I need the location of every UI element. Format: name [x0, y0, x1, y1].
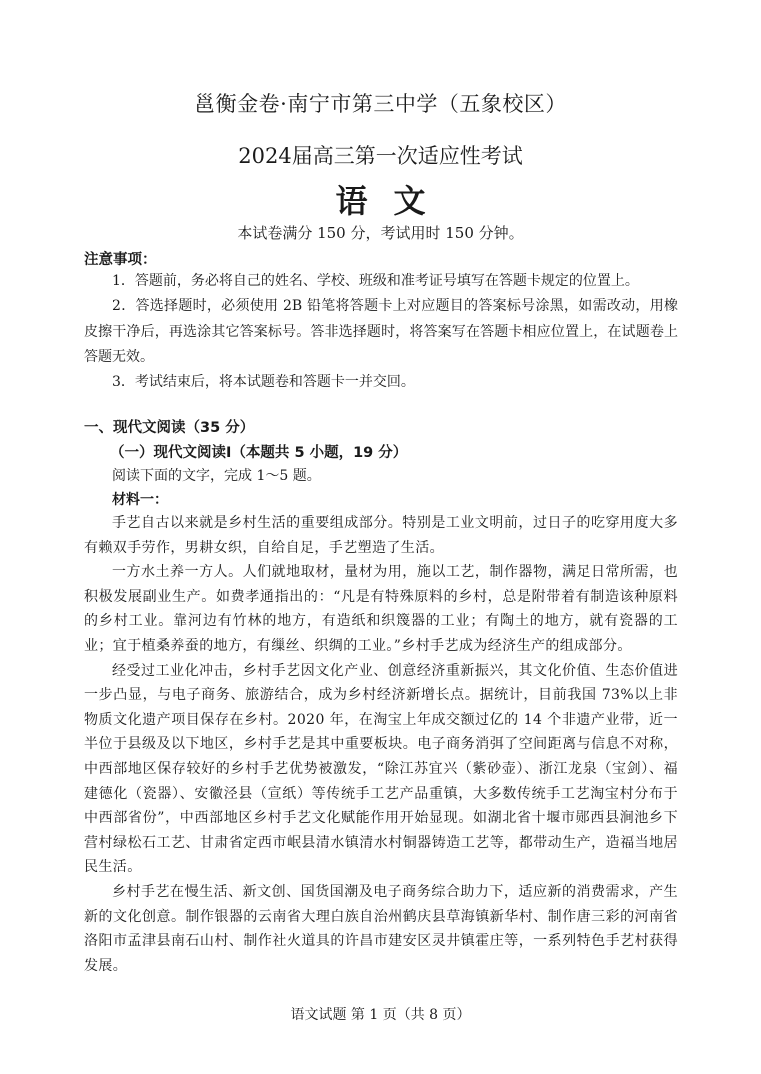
passage-paragraph: 一方水土养一方人。人们就地取材，量材为用，施以工艺，制作器物，满足日常所需，也积极发展副业生产。如费孝通指出的：“凡是有特殊原料的乡村，总是附带着有制造该种原料的乡村工业。靠河边有竹林的地方，有造纸和织篾器的工业；有陶土的地方，就有瓷器的工业；宜于植桑养蚕的地方，有缫丝、织绸的工业。”乡村手艺成为经济生产的组成部分。	[84, 564, 678, 654]
exam-title-line1: 邕衡金卷·南宁市第三中学（五象校区）	[194, 92, 567, 116]
material-label: 材料一：	[112, 492, 168, 508]
reading-passage	[84, 511, 678, 978]
note-item: 1．答题前，务必将自己的姓名、学校、班级和准考证号填写在答题卡规定的位置上。	[112, 273, 639, 289]
passage-paragraph: 经受过工业化冲击，乡村手艺因文化产业、创意经济重新振兴，其文化价值、生态价值进一步凸显，与电子商务、旅游结合，成为乡村经济新增长点。据统计，目前我国 73%以上非物质文化遗产项目保存在乡村。2020 年，在淘宝上年成交额过亿的 14 个非遗产业带，近一半位于县级及以下地区，乡村手艺是其中重要板块。电子商务消弭了空间距离与信息不对称，中西部地区保存较好的乡村手艺优势被激发，“除江苏宜兴（紫砂壶）、浙江龙泉（宝剑）、福建德化（瓷器）、安徽泾县（宣纸）等传统手工艺产品重镇，大多数传统手工艺淘宝村分布于中西部省份”，中西部地区乡村手艺文化赋能作用开始显现。如湖北省十堰市郧西县涧池乡下营村绿松石工艺、甘肃省定西市岷县清水镇清水村铜器铸造工艺等，都带动生产，造福当地居民生活。	[84, 662, 678, 876]
subject-title: 语文	[335, 182, 452, 220]
score-info: 本试卷满分 150 分，考试用时 150 分钟。	[237, 224, 524, 242]
note-item: 2．答选择题时，必须使用 2B 铅笔将答题卡上对应题目的答案标号涂黑，如需改动，用橡皮擦干净后，再选涂其它答案标号。答非选择题时，将答案写在答题卡相应位置上，在试题卷上答题无效。	[84, 298, 678, 365]
notes-list	[84, 269, 678, 395]
section-heading: 一、现代文阅读（35 分）	[84, 420, 255, 436]
note-item: 3．考试结束后，将本试题卷和答题卡一并交回。	[112, 374, 415, 391]
exam-title-line2: 2024届高三第一次适应性考试	[238, 144, 523, 168]
subsection-heading: （一）现代文阅读Ⅰ（本题共 5 小题，19 分）	[110, 445, 408, 461]
passage-paragraph: 乡村手艺在慢生活、新文创、国货国潮及电子商务综合助力下，适应新的消费需求，产生新的文化创意。制作银器的云南省大理白族自治州鹤庆县草海镇新华村、制作唐三彩的河南省洛阳市孟津县南石山村、制作社火道具的许昌市建安区灵井镇霍庄等，一系列特色手艺村获得发展。	[84, 883, 678, 974]
page-footer: 语文试题 第 1 页（共 8 页）	[290, 1007, 471, 1023]
reading-instruction: 阅读下面的文字，完成 1～5 题。	[112, 468, 321, 484]
notes-heading: 注意事项：	[84, 252, 157, 268]
passage-paragraph: 手艺自古以来就是乡村生活的重要组成部分。特别是工业文明前，过日子的吃穿用度大多有赖双手劳作，男耕女织，自给自足，手艺塑造了生活。	[84, 515, 678, 556]
